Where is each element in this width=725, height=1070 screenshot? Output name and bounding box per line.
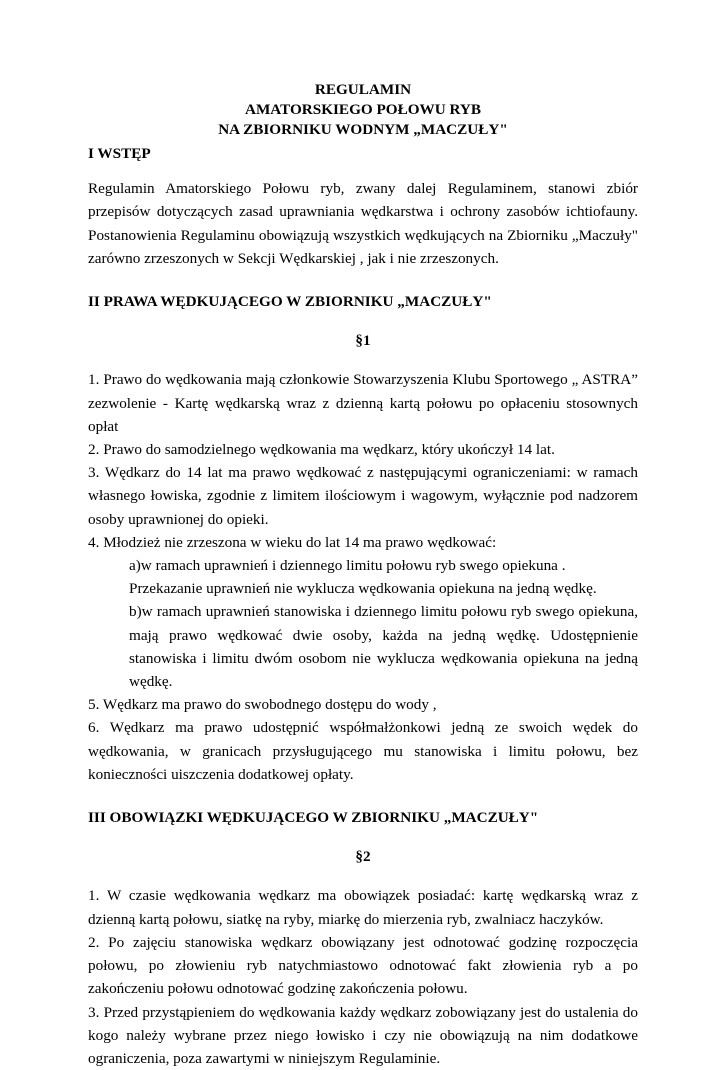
section-2-item-1: 1. Prawo do wędkowania mają członkowie Stowarzyszenia Klubu Sportowego „ ASTRA” zezwolenie - Kartę wędkarską wraz z dzienną kartą połowu po opłaceniu stosownych opłat [88, 368, 638, 438]
section-2-paragraph-sign: §1 [88, 329, 638, 352]
section-2-item-5: 5. Wędkarz ma prawo do swobodnego dostępu do wody , [88, 693, 638, 716]
section-1-heading: I WSTĘP [88, 142, 638, 165]
section-3-item-1: 1. W czasie wędkowania wędkarz ma obowiązek posiadać: kartę wędkarską wraz z dzienną kartą połowu, siatkę na ryby, miarkę do mierzenia ryb, zwalniacz haczyków. [88, 884, 638, 930]
section-1-text: Regulamin Amatorskiego Połowu ryb, zwany dalej Regulaminem, stanowi zbiór przepisów dotyczących zasad uprawniania wędkarstwa i ochrony zasobów ichtiofauny. Postanowienia Regulaminu obowiązują wszystkich wędkujących na Zbiorniku „Maczuły" zarówno zrzeszonych w Sekcji Wędkarskiej , jak i nie zrzeszonych. [88, 177, 638, 270]
title-line-1: REGULAMIN [88, 80, 638, 100]
section-2-item-3: 3. Wędkarz do 14 lat ma prawo wędkować z następującymi ograniczeniami: w ramach własnego łowiska, zgodnie z limitem ilościowym i wagowym, wyłącznie pod nadzorem osoby uprawnionej do opieki. [88, 461, 638, 531]
section-3-paragraph-sign: §2 [88, 845, 638, 868]
section-3-heading: III OBOWIĄZKI WĘDKUJĄCEGO W ZBIORNIKU „MACZUŁY" [88, 806, 638, 829]
section-2-heading: II PRAWA WĘDKUJĄCEGO W ZBIORNIKU „MACZUŁY" [88, 290, 638, 313]
document-title [88, 80, 638, 140]
section-2-item-4a: a)w ramach uprawnień i dziennego limitu połowu ryb swego opiekuna . [129, 554, 638, 577]
section-2-item-6: 6. Wędkarz ma prawo udostępnić współmałżonkowi jedną ze swoich wędek do wędkowania, w granicach przysługującego mu stanowiska i limitu połowu, bez konieczności uiszczenia dodatkowej opłaty. [88, 716, 638, 786]
title-line-2: AMATORSKIEGO POŁOWU RYB [88, 100, 638, 120]
document-page [88, 80, 638, 1070]
section-2-item-4b: b)w ramach uprawnień stanowiska i dziennego limitu połowu ryb swego opiekuna, mają prawo wędkować dwie osoby, każda na jedną wędkę. Udostępnienie stanowiska i limitu dwóm osobom nie wyklucza wędkowania opiekuna na jedną wędkę. [129, 600, 638, 693]
section-2-item-4a-note: Przekazanie uprawnień nie wyklucza wędkowania opiekuna na jedną wędkę. [129, 577, 638, 600]
section-2-item-4: 4. Młodzież nie zrzeszona w wieku do lat 14 ma prawo wędkować: [88, 531, 638, 554]
section-3-item-2: 2. Po zajęciu stanowiska wędkarz obowiązany jest odnotować godzinę rozpoczęcia połowu, po złowieniu ryb natychmiastowo odnotować fakt złowienia ryb a po zakończeniu połowu odnotować godzinę zakończenia połowu. [88, 931, 638, 1001]
title-line-3: NA ZBIORNIKU WODNYM „MACZUŁY" [88, 120, 638, 140]
section-3-item-3: 3. Przed przystąpieniem do wędkowania każdy wędkarz zobowiązany jest do ustalenia do kogo należy wybrane przez niego łowisko i czy nie obowiązują na nim dodatkowe ograniczenia, poza zawartymi w niniejszym Regulaminie. [88, 1001, 638, 1070]
section-2-item-2: 2. Prawo do samodzielnego wędkowania ma wędkarz, który ukończył 14 lat. [88, 438, 638, 461]
